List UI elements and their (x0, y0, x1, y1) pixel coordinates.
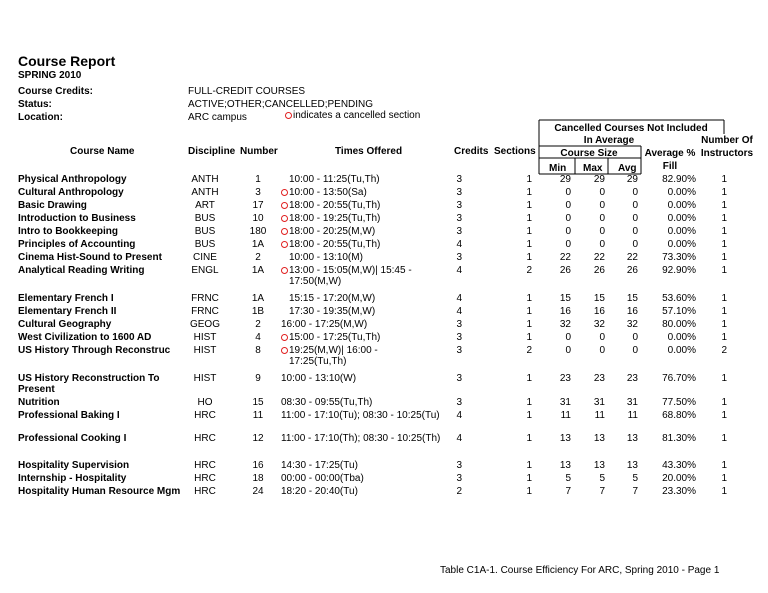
cancel-legend-text: indicates a cancelled section (293, 110, 421, 121)
cell-fill: 57.10% (662, 306, 696, 317)
cell-num: 2 (255, 319, 261, 330)
cell-sections: 1 (526, 239, 532, 250)
cell-num: 1A (251, 293, 265, 304)
cell-credits: 4 (456, 306, 462, 317)
cell-fill: 80.00% (662, 319, 696, 330)
cell-avg: 0 (632, 332, 638, 343)
cell-credits: 3 (456, 200, 462, 211)
col-sections: Sections (494, 146, 536, 157)
cell-disc: ENGL (191, 265, 219, 276)
cancel-marker-icon (281, 241, 288, 248)
cell-instr: 1 (721, 213, 727, 224)
col-times: Times Offered (335, 146, 403, 157)
meta-value-credits: FULL-CREDIT COURSES (188, 86, 306, 97)
cell-min: 7 (565, 486, 571, 497)
cell-instr: 1 (721, 293, 727, 304)
cell-credits: 3 (456, 252, 462, 263)
col-discipline: Discipline (188, 146, 236, 157)
page-footer: Table C1A-1. Course Efficiency For ARC, Spring 2010 - Page 1 (440, 565, 720, 576)
times-text: 14:30 - 17:25(Tu) (281, 460, 358, 471)
cell-credits: 3 (456, 187, 462, 198)
cell-sections: 1 (526, 226, 532, 237)
meta-label-status: Status: (18, 99, 52, 110)
cell-max: 22 (593, 252, 605, 263)
meta-label-credits: Course Credits: (18, 86, 94, 97)
cell-max: 0 (599, 200, 605, 211)
cell-credits: 3 (456, 319, 462, 330)
course-name: Intro to Bookkeeping (18, 226, 118, 237)
cell-disc: ANTH (191, 187, 219, 198)
cell-avg: 15 (626, 293, 638, 304)
cell-instr: 1 (721, 239, 727, 250)
cell-credits: 3 (456, 473, 462, 484)
cell-avg: 11 (627, 410, 638, 421)
cell-credits: 3 (456, 345, 462, 356)
course-name: Professional Baking I (18, 410, 120, 421)
cell-sections: 1 (526, 187, 532, 198)
cell-instr: 1 (721, 332, 727, 343)
cell-num: 1B (251, 306, 265, 317)
times-offered (281, 265, 412, 276)
cell-fill: 20.00% (662, 473, 696, 484)
cell-num: 16 (252, 460, 264, 471)
times-offered (281, 473, 364, 484)
cell-avg: 16 (626, 306, 638, 317)
times-text: 15:00 - 17:25(Tu,Th) (289, 332, 381, 343)
cell-fill: 0.00% (667, 226, 696, 237)
times-text: 18:00 - 19:25(Tu,Th) (289, 213, 381, 224)
cell-min: 23 (559, 373, 571, 384)
cell-min: 31 (559, 397, 571, 408)
cell-instr: 1 (721, 473, 727, 484)
cell-credits: 4 (456, 293, 462, 304)
course-name: Introduction to Business (18, 213, 136, 224)
cell-sections: 1 (526, 410, 532, 421)
cell-num: 11 (252, 410, 264, 421)
cell-disc: ART (195, 200, 215, 211)
cell-credits: 3 (456, 460, 462, 471)
times-offered (281, 345, 378, 356)
cell-num: 15 (252, 397, 264, 408)
cancel-marker-icon (281, 267, 288, 274)
cell-fill: 92.90% (662, 265, 696, 276)
times-text: 10:00 - 13:10(M) (289, 252, 363, 263)
cell-instr: 1 (721, 252, 727, 263)
cell-fill: 82.90% (662, 174, 696, 185)
times-offered (281, 410, 440, 421)
cell-min: 0 (565, 187, 571, 198)
cell-credits: 4 (456, 410, 462, 421)
col-course-size: Course Size (560, 148, 618, 159)
cell-fill: 81.30% (662, 433, 696, 444)
times-offered (281, 460, 358, 471)
cell-avg: 13 (626, 433, 638, 444)
cell-disc: FRNC (191, 306, 219, 317)
cell-avg: 7 (632, 486, 638, 497)
cell-disc: HO (197, 397, 213, 408)
course-name: Nutrition (18, 397, 60, 408)
cell-min: 15 (559, 293, 571, 304)
cell-min: 0 (565, 345, 571, 356)
cell-max: 23 (593, 373, 605, 384)
col-cancelled-note: Cancelled Courses Not Included (554, 123, 708, 134)
times-text: 13:00 - 15:05(M,W)| 15:45 - (289, 265, 412, 276)
times-text: 16:00 - 17:25(M,W) (281, 319, 368, 330)
cell-min: 5 (565, 473, 571, 484)
cell-fill: 0.00% (667, 345, 696, 356)
cell-avg: 31 (626, 397, 638, 408)
cell-sections: 1 (526, 319, 532, 330)
times-text: 10:00 - 11:25(Tu,Th) (289, 174, 380, 185)
cell-avg: 13 (626, 460, 638, 471)
meta-label-location: Location: (18, 112, 63, 123)
cell-instr: 1 (721, 319, 727, 330)
course-name: Cultural Anthropology (18, 187, 124, 198)
cell-num: 18 (252, 473, 264, 484)
cancel-marker-icon (281, 228, 288, 235)
course-name: Cultural Geography (18, 319, 112, 330)
cell-min: 0 (565, 332, 571, 343)
cell-num: 1A (251, 265, 265, 276)
times-offered (281, 226, 375, 237)
col-in-average: In Average (583, 135, 635, 146)
cell-min: 22 (559, 252, 571, 263)
meta-value-status: ACTIVE;OTHER;CANCELLED;PENDING (188, 99, 374, 110)
cell-num: 24 (252, 486, 264, 497)
course-name: Professional Cooking I (18, 433, 127, 444)
cell-max: 26 (593, 265, 605, 276)
times-offered (289, 174, 380, 185)
times-text: 10:00 - 13:10(W) (281, 373, 357, 384)
times-text: 00:00 - 00:00(Tba) (281, 473, 364, 484)
times-text: 11:00 - 17:10(Tu); 08:30 - 10:25(Tu) (281, 410, 440, 421)
cell-credits: 3 (456, 373, 462, 384)
cell-min: 0 (565, 239, 571, 250)
cell-disc: HIST (193, 345, 217, 356)
cell-disc: BUS (194, 226, 216, 237)
cell-fill: 53.60% (662, 293, 696, 304)
cell-min: 13 (559, 460, 571, 471)
cell-avg: 5 (632, 473, 638, 484)
cell-disc: HRC (194, 410, 216, 421)
cell-sections: 1 (526, 293, 532, 304)
cell-sections: 1 (526, 213, 532, 224)
cell-avg: 0 (632, 187, 638, 198)
cell-fill: 0.00% (667, 213, 696, 224)
times-text: 10:00 - 13:50(Sa) (289, 187, 367, 198)
cell-disc: HRC (194, 486, 216, 497)
course-name: US History Reconstruction To (18, 373, 160, 384)
cell-disc: HRC (194, 433, 216, 444)
col-avg: Avg (618, 163, 637, 174)
cell-credits: 4 (456, 239, 462, 250)
col-min: Min (549, 163, 567, 174)
cell-sections: 2 (526, 265, 532, 276)
cell-sections: 1 (526, 486, 532, 497)
cell-instr: 1 (721, 486, 727, 497)
cell-min: 0 (565, 226, 571, 237)
cell-instr: 2 (721, 345, 727, 356)
cell-fill: 0.00% (667, 187, 696, 198)
cell-max: 7 (599, 486, 605, 497)
report-title: Course Report (18, 53, 116, 69)
cell-avg: 22 (626, 252, 638, 263)
cell-fill: 0.00% (667, 332, 696, 343)
times-text: 18:20 - 20:40(Tu) (281, 486, 358, 497)
cancel-marker-icon (281, 347, 288, 354)
cell-max: 13 (593, 460, 605, 471)
cell-disc: HIST (193, 373, 217, 384)
times-offered (289, 252, 363, 263)
cell-disc: ANTH (191, 174, 219, 185)
course-name: US History Through Reconstruc (18, 345, 171, 356)
times-text: 15:15 - 17:20(M,W) (289, 293, 376, 304)
cell-max: 32 (593, 319, 605, 330)
cell-avg: 0 (632, 239, 638, 250)
cell-sections: 1 (526, 460, 532, 471)
cell-max: 0 (599, 187, 605, 198)
cell-min: 29 (559, 174, 571, 185)
times-text: 11:00 - 17:10(Th); 08:30 - 10:25(Th) (281, 433, 441, 444)
col-avg-fill: Average % Fill (644, 148, 696, 172)
times-offered-cont: 17:50(M,W) (289, 276, 342, 287)
cell-sections: 1 (526, 306, 532, 317)
cell-avg: 32 (626, 319, 638, 330)
course-name: Basic Drawing (18, 200, 87, 211)
cell-credits: 3 (456, 226, 462, 237)
cell-min: 16 (559, 306, 571, 317)
cell-sections: 1 (526, 397, 532, 408)
cell-num: 9 (255, 373, 261, 384)
times-text: 18:00 - 20:55(Tu,Th) (289, 239, 381, 250)
cell-fill: 68.80% (662, 410, 696, 421)
cell-fill: 73.30% (662, 252, 696, 263)
times-text: 17:30 - 19:35(M,W) (289, 306, 376, 317)
cell-credits: 3 (456, 174, 462, 185)
course-name: Physical Anthropology (18, 174, 127, 185)
cell-min: 32 (559, 319, 571, 330)
cell-instr: 1 (721, 174, 727, 185)
cell-disc: FRNC (191, 293, 219, 304)
cell-instr: 1 (721, 265, 727, 276)
cell-max: 0 (599, 332, 605, 343)
cancel-marker-icon (281, 215, 288, 222)
cell-max: 11 (594, 410, 605, 421)
cell-num: 3 (255, 187, 261, 198)
times-offered (281, 397, 372, 408)
cell-sections: 1 (526, 433, 532, 444)
cancel-marker-icon (281, 334, 288, 341)
cancel-marker-icon (281, 202, 288, 209)
cell-min: 13 (559, 433, 571, 444)
cell-num: 1 (255, 174, 261, 185)
cell-sections: 1 (526, 332, 532, 343)
times-text: 18:00 - 20:55(Tu,Th) (289, 200, 381, 211)
cell-credits: 3 (456, 332, 462, 343)
cell-max: 0 (599, 213, 605, 224)
course-name: Hospitality Supervision (18, 460, 130, 471)
cell-disc: BUS (194, 213, 216, 224)
cell-num: 2 (255, 252, 261, 263)
cell-disc: GEOG (189, 319, 220, 330)
times-offered (281, 486, 358, 497)
cell-fill: 0.00% (667, 239, 696, 250)
cell-fill: 23.30% (662, 486, 696, 497)
cell-instr: 1 (721, 433, 727, 444)
cell-instr: 1 (721, 460, 727, 471)
course-name: Internship - Hospitality (18, 473, 127, 484)
cell-fill: 77.50% (662, 397, 696, 408)
cell-max: 15 (593, 293, 605, 304)
cell-num: 1A (251, 239, 265, 250)
cell-instr: 1 (721, 410, 727, 421)
cell-fill: 43.30% (662, 460, 696, 471)
cell-max: 5 (599, 473, 605, 484)
cell-instr: 1 (721, 226, 727, 237)
times-offered (281, 200, 380, 211)
cell-sections: 2 (526, 345, 532, 356)
cell-instr: 1 (721, 200, 727, 211)
cell-sections: 1 (526, 473, 532, 484)
times-text: 08:30 - 09:55(Tu,Th) (281, 397, 373, 408)
cell-credits: 4 (456, 265, 462, 276)
cell-max: 0 (599, 226, 605, 237)
cell-num: 10 (252, 213, 264, 224)
col-instructors: Number Of Instructors (700, 135, 754, 159)
cell-num: 17 (252, 200, 264, 211)
course-name: Principles of Accounting (18, 239, 136, 250)
cell-fill: 76.70% (662, 373, 696, 384)
meta-value-location: ARC campus (188, 112, 247, 123)
cell-num: 180 (249, 226, 267, 237)
course-name: Elementary French I (18, 293, 114, 304)
times-text: 18:00 - 20:25(M,W) (289, 226, 376, 237)
cell-instr: 1 (721, 397, 727, 408)
cell-disc: BUS (194, 239, 216, 250)
cell-max: 0 (599, 239, 605, 250)
times-offered (281, 187, 367, 198)
times-offered (281, 213, 380, 224)
cell-avg: 0 (632, 213, 638, 224)
col-credits: Credits (454, 146, 489, 157)
cell-instr: 1 (721, 187, 727, 198)
cell-sections: 1 (526, 373, 532, 384)
cancel-marker-icon (281, 189, 288, 196)
cell-instr: 1 (721, 373, 727, 384)
cell-max: 29 (593, 174, 605, 185)
cell-avg: 0 (632, 226, 638, 237)
cell-min: 0 (565, 200, 571, 211)
cell-avg: 26 (626, 265, 638, 276)
cell-disc: CINE (193, 252, 217, 263)
cell-disc: HRC (194, 460, 216, 471)
cell-num: 8 (255, 345, 261, 356)
cell-disc: HRC (194, 473, 216, 484)
cell-min: 26 (559, 265, 571, 276)
cell-instr: 1 (721, 306, 727, 317)
times-offered (281, 433, 440, 444)
cell-max: 31 (593, 397, 605, 408)
course-name: Hospitality Human Resource Mgm (18, 486, 181, 497)
cell-credits: 3 (456, 397, 462, 408)
times-offered (281, 373, 356, 384)
cell-sections: 1 (526, 200, 532, 211)
cell-sections: 1 (526, 252, 532, 263)
cell-avg: 23 (626, 373, 638, 384)
cell-avg: 29 (626, 174, 638, 185)
cell-num: 12 (252, 433, 264, 444)
col-number: Number (240, 146, 278, 157)
course-name-cont: Present (18, 384, 55, 395)
times-offered (281, 319, 367, 330)
cell-credits: 4 (456, 433, 462, 444)
cell-avg: 0 (632, 345, 638, 356)
cell-min: 11 (560, 410, 571, 421)
cell-max: 13 (593, 433, 605, 444)
course-name: West Civilization to 1600 AD (18, 332, 152, 343)
col-max: Max (583, 163, 603, 174)
cell-max: 16 (593, 306, 605, 317)
course-name: Analytical Reading Writing (18, 265, 145, 276)
report-term: SPRING 2010 (18, 70, 82, 81)
cell-max: 0 (599, 345, 605, 356)
cell-fill: 0.00% (667, 200, 696, 211)
cell-sections: 1 (526, 174, 532, 185)
times-offered (281, 239, 380, 250)
col-course-name: Course Name (70, 146, 135, 157)
cell-disc: HIST (193, 332, 217, 343)
times-offered (281, 332, 380, 343)
cell-avg: 0 (632, 200, 638, 211)
times-offered (289, 306, 375, 317)
cell-min: 0 (565, 213, 571, 224)
times-text: 19:25(M,W)| 16:00 - (289, 345, 378, 356)
cell-credits: 2 (456, 486, 462, 497)
course-name: Cinema Hist-Sound to Present (18, 252, 162, 263)
times-offered-cont: 17:25(Tu,Th) (289, 356, 347, 367)
course-name: Elementary French II (18, 306, 117, 317)
times-offered (289, 293, 375, 304)
cell-credits: 3 (456, 213, 462, 224)
cell-num: 4 (255, 332, 261, 343)
